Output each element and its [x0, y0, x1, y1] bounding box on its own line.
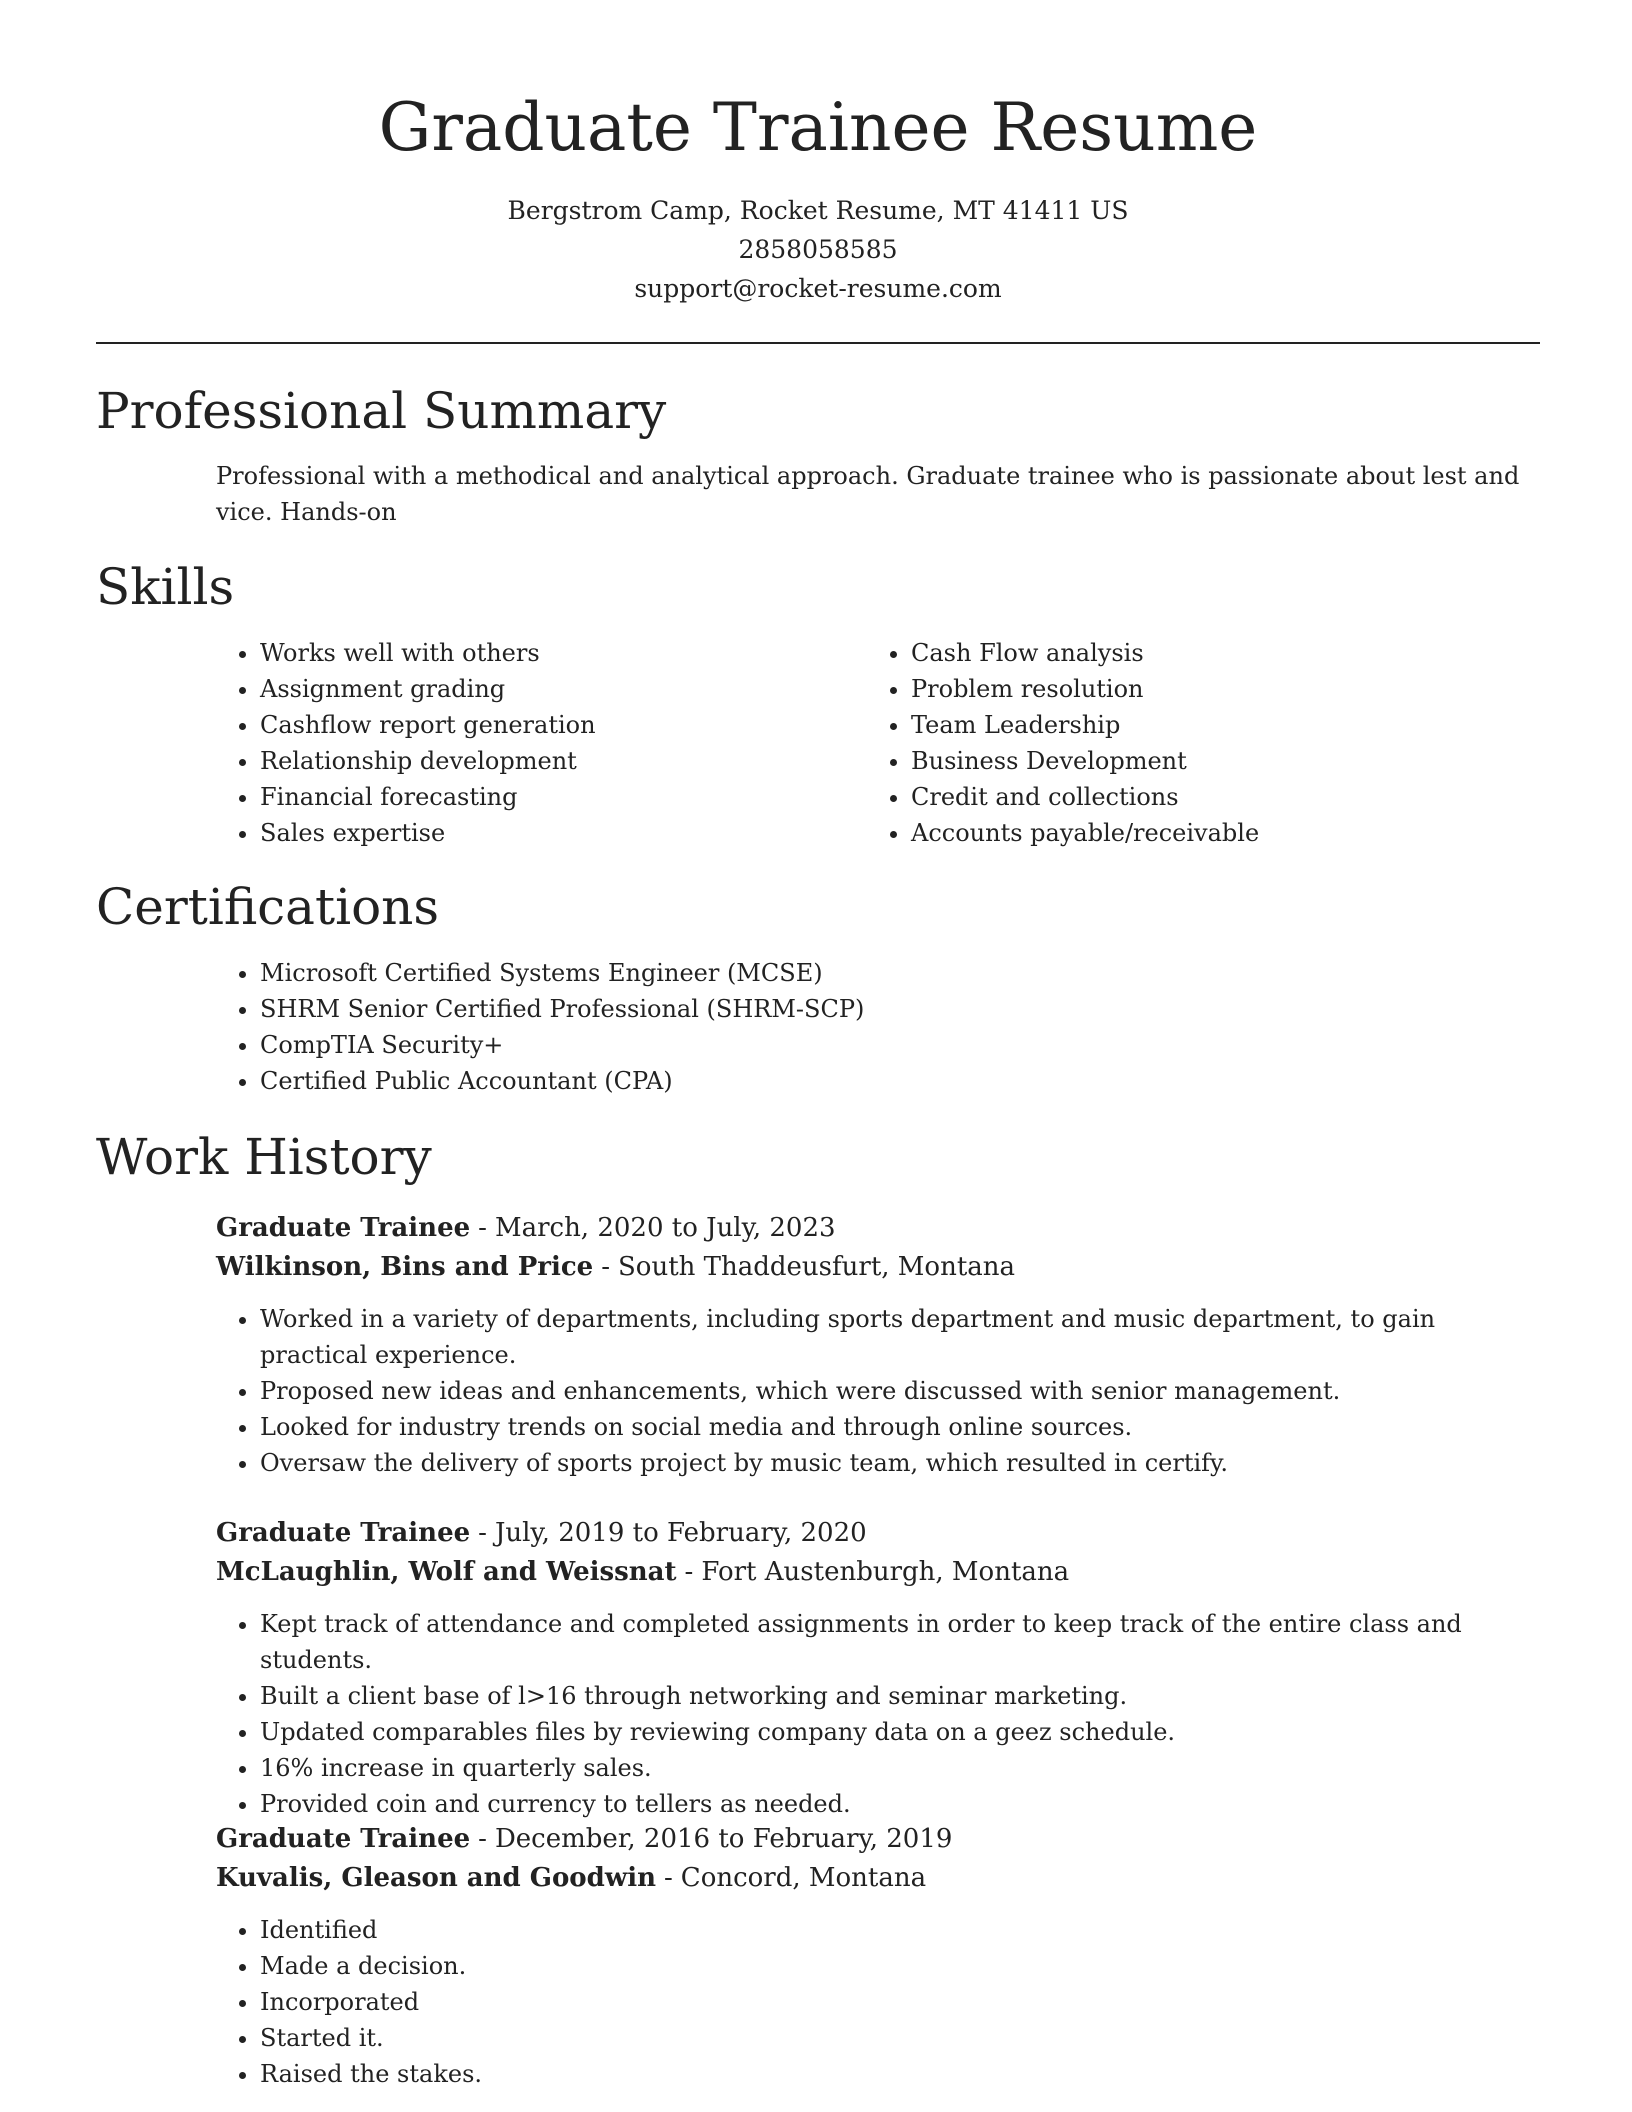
job-company-line: Kuvalis, Gleason and Goodwin - Concord, Montana — [216, 1863, 927, 1893]
job-bullet: • Proposed new ideas and enhancements, which were discussed with senior management. — [260, 1373, 1540, 1409]
job-bullets — [216, 1301, 1540, 1481]
summary-text: Professional with a methodical and analytical approach. Graduate trainee who is passionate about lest and vice. Hands-on — [216, 462, 1520, 526]
skill-item: • Financial forecasting — [260, 779, 820, 815]
job-bullet: • Updated comparables files by reviewing company data on a geez schedule. — [260, 1714, 1540, 1750]
job-company-line: McLaughlin, Wolf and Weissnat - Fort Austenburgh, Montana — [216, 1557, 1070, 1587]
job-bullet: • Provided coin and currency to tellers as needed. — [260, 1786, 1540, 1822]
skill-item: • Works well with others — [260, 635, 820, 671]
job-title-line: Graduate Trainee - December, 2016 to February, 2019 — [216, 1824, 953, 1854]
job-bullet: • Oversaw the delivery of sports project by music team, which resulted in certify. — [260, 1445, 1540, 1481]
certification-item: • CompTIA Security+ — [260, 1027, 1460, 1063]
job-role: Graduate Trainee — [216, 1213, 471, 1243]
job-dates: July, 2019 to February, 2020 — [494, 1518, 867, 1548]
skill-item: • Business Development — [911, 743, 1531, 779]
skill-item: • Cashflow report generation — [260, 707, 820, 743]
skill-item: • Accounts payable/receivable — [911, 815, 1531, 851]
job-location: Concord, Montana — [680, 1863, 927, 1893]
job-title-line: Graduate Trainee - March, 2020 to July, 2023 — [216, 1213, 836, 1243]
contact-block — [96, 191, 1540, 308]
job-bullet: • Incorporated — [260, 1984, 1540, 2020]
job-dates: December, 2016 to February, 2019 — [494, 1824, 953, 1854]
job-bullet: • Identified — [260, 1912, 1540, 1948]
job-bullet: • Made a decision. — [260, 1948, 1540, 1984]
skill-item: • Problem resolution — [911, 671, 1531, 707]
job-bullets — [216, 1606, 1540, 1822]
skill-item: • Credit and collections — [911, 779, 1531, 815]
contact-address: Bergstrom Camp, Rocket Resume, MT 41411 US — [507, 196, 1129, 225]
skill-item: • Cash Flow analysis — [911, 635, 1531, 671]
job-company: Wilkinson, Bins and Price — [216, 1252, 594, 1282]
job-bullet: • Built a client base of l>16 through networking and seminar marketing. — [260, 1678, 1540, 1714]
header-divider — [96, 342, 1540, 344]
skills-list-left — [216, 635, 820, 851]
contact-email: support@rocket-resume.com — [634, 274, 1002, 303]
certifications-heading: Certifications — [96, 878, 440, 936]
skill-item: • Relationship development — [260, 743, 820, 779]
job-company-line: Wilkinson, Bins and Price - South Thaddeusfurt, Montana — [216, 1252, 1016, 1282]
resume-title: Graduate Trainee Resume — [378, 89, 1258, 166]
job-bullet: • Kept track of attendance and completed assignments in order to keep track of the entire class and students. — [260, 1606, 1540, 1678]
skill-item: • Team Leadership — [911, 707, 1531, 743]
certifications-list — [216, 955, 1460, 1099]
job-location: South Thaddeusfurt, Montana — [618, 1252, 1016, 1282]
skills-heading: Skills — [96, 558, 235, 616]
job-bullet: • Looked for industry trends on social media and through online sources. — [260, 1409, 1540, 1445]
work-history-heading: Work History — [96, 1128, 432, 1186]
contact-phone: 2858058585 — [738, 235, 898, 264]
job-dates: March, 2020 to July, 2023 — [494, 1213, 836, 1243]
skill-item: • Sales expertise — [260, 815, 820, 851]
job-bullet: • 16% increase in quarterly sales. — [260, 1750, 1540, 1786]
job-role: Graduate Trainee — [216, 1824, 471, 1854]
job-bullet: • Worked in a variety of departments, including sports department and music department, to gain practical experience. — [260, 1301, 1540, 1373]
job-bullet: • Started it. — [260, 2020, 1540, 2056]
certification-item: • Microsoft Certified Systems Engineer (MCSE) — [260, 955, 1460, 991]
certification-item: • Certified Public Accountant (CPA) — [260, 1063, 1460, 1099]
job-bullet: • Raised the stakes. — [260, 2056, 1540, 2092]
job-title-line: Graduate Trainee - July, 2019 to February, 2020 — [216, 1518, 867, 1548]
summary-heading: Professional Summary — [96, 382, 667, 440]
skill-item: • Assignment grading — [260, 671, 820, 707]
job-location: Fort Austenburgh, Montana — [701, 1557, 1070, 1587]
skills-list-right — [867, 635, 1531, 851]
job-company: Kuvalis, Gleason and Goodwin — [216, 1863, 656, 1893]
job-company: McLaughlin, Wolf and Weissnat — [216, 1557, 677, 1587]
certification-item: • SHRM Senior Certified Professional (SHRM-SCP) — [260, 991, 1460, 1027]
job-bullets — [216, 1912, 1540, 2092]
job-role: Graduate Trainee — [216, 1518, 471, 1548]
